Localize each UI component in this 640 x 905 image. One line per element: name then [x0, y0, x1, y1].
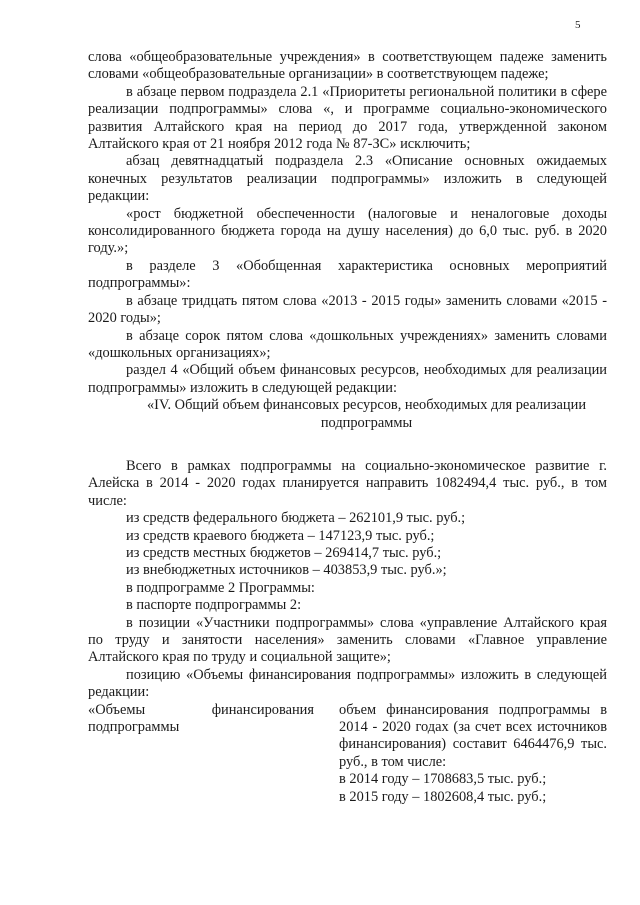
page-number: 5	[575, 19, 581, 31]
paragraph: в абзаце тридцать пятом слова «2013 - 2015 годы» заменить словами «2015 - 2020 годы»;	[88, 292, 607, 327]
document-body	[88, 49, 607, 806]
table-right-item: в 2015 году – 1802608,4 тыс. руб.;	[339, 788, 547, 805]
funding-item: из средств краевого бюджета – 147123,9 тыс. руб.;	[126, 527, 435, 544]
table-right-cell	[339, 702, 607, 806]
paragraph: в абзаце сорок пятом слова «дошкольных учреждениях» заменить словами «дошкольных организациях»;	[88, 327, 607, 361]
paragraph: в подпрограмме 2 Программы:	[126, 579, 315, 596]
funding-table	[88, 702, 607, 806]
paragraph: в позиции «Участники подпрограммы» слова «управление Алтайского края по труду и занятости населения» заменить словами «Главное управление Алтайского края по труду и социальной защите»;	[88, 614, 607, 666]
funding-intro: Всего в рамках подпрограммы на социально-экономическое развитие г. Алейска в 2014 - 2020 годах планируется направить 1082494,4 тыс. руб., в том числе:	[88, 457, 607, 509]
paragraph: раздел 4 «Общий объем финансовых ресурсов, необходимых для реализации подпрограммы» изложить в следующей редакции:	[88, 362, 607, 396]
table-right-main: объем финансирования подпрограммы в 2014 - 2020 годах (за счет всех источников финансирования) составит 6464476,9 тыс. руб., в том числе:	[339, 701, 607, 770]
table-left-cell: «Объемы финансирования подпрограммы	[88, 701, 314, 736]
paragraph: в паспорте подпрограммы 2:	[126, 597, 302, 614]
section-heading: «IV. Общий объем финансовых ресурсов, необходимых для реализации подпрограммы	[146, 397, 587, 431]
paragraph: абзац девятнадцатый подраздела 2.3 «Описание основных ожидаемых конечных результатов реализации подпрограммы» изложить в следующей редакции:	[88, 153, 607, 205]
funding-item: из средств федерального бюджета – 262101,9 тыс. руб.;	[126, 510, 466, 527]
paragraph: слова «общеобразовательные учреждения» в соответствующем падеже заменить словами «общеобразовательные организации» в соответствующем падеже;	[88, 49, 607, 83]
spacer	[88, 432, 607, 458]
funding-item: из внебюджетных источников – 403853,9 тыс. руб.»;	[126, 562, 447, 579]
table-right-item: в 2014 году – 1708683,5 тыс. руб.;	[339, 771, 547, 788]
funding-item: из средств местных бюджетов – 269414,7 тыс. руб.;	[126, 544, 442, 561]
paragraph: «рост бюджетной обеспеченности (налоговые и неналоговые доходы консолидированного бюджета города на душу населения) до 6,0 тыс. руб. в 2020 году.»;	[88, 205, 607, 257]
paragraph: в разделе 3 «Обобщенная характеристика основных мероприятий подпрограммы»:	[88, 257, 607, 292]
paragraph: в абзаце первом подраздела 2.1 «Приоритеты региональной политики в сфере реализации подпрограммы» слова «, и программе социально-экономического развития Алтайского края на период до 2017 года, утвержденной законом Алтайского края от 21 ноября 2012 года № 87-ЗС» исключить;	[88, 83, 607, 153]
paragraph: позицию «Объемы финансирования подпрограммы» изложить в следующей редакции:	[88, 666, 607, 701]
